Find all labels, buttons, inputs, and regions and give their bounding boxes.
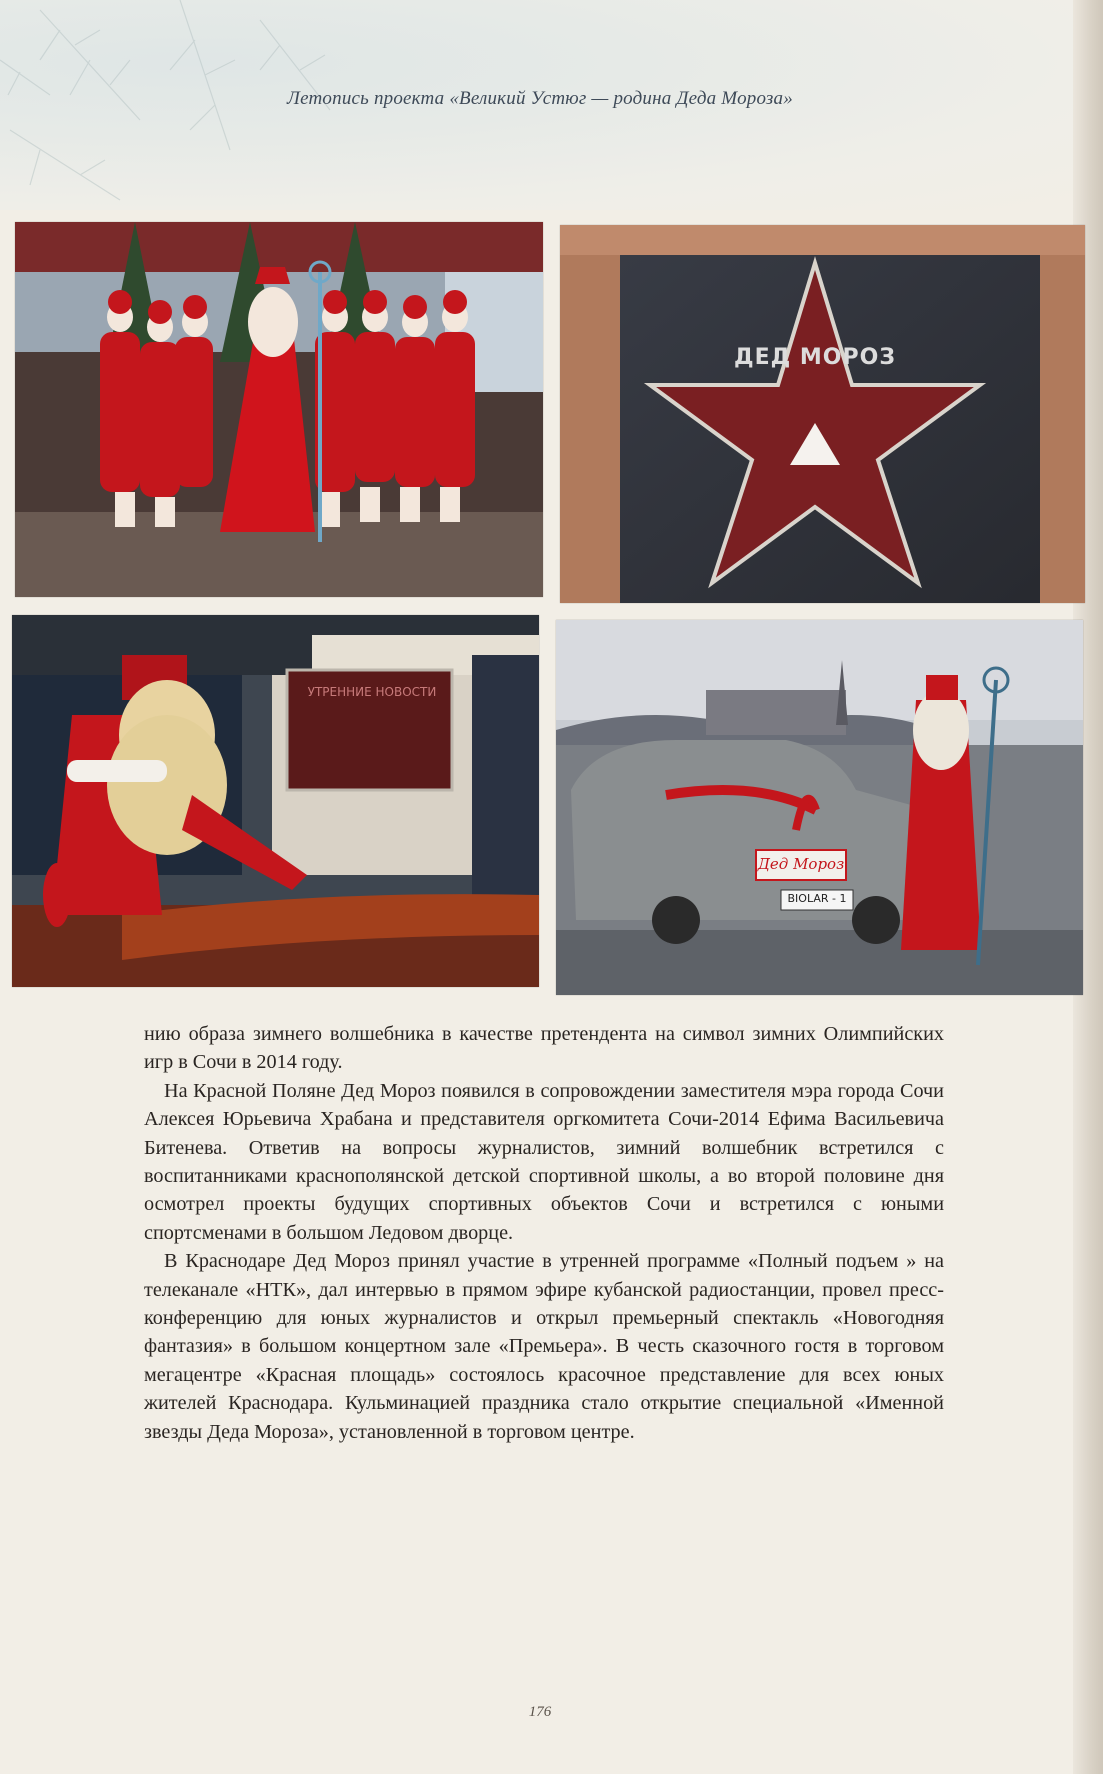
car-plate-text: BIOLAR - 1 — [787, 892, 847, 905]
star-plaque-text: ДЕД МОРОЗ — [734, 345, 896, 370]
paragraph-krasnaya-polyana: На Красной Поляне Дед Мороз появился в сопровождении заместителя мэра города Сочи Алексея Юрьевича Храбана и представителя оргкомитета Сочи-2014 Ефима Васильевича Битенева. Ответив на вопросы журналистов, зимний волшебник встретился с воспитанниками краснополянской детской спортивной школы, а во второй половине дня осмотрел проекты будущих спортивных объектов Сочи и встретился с юными спортсменами в большом Ледовом дворце. — [144, 1079, 944, 1244]
paragraph-continuation: нию образа зимнего волшебника в качестве претендента на символ зимних Олимпийских игр в Сочи в 2014 году. — [144, 1023, 944, 1074]
car-sign-text: Дед Мороз — [757, 855, 845, 873]
running-head: Летопись проекта «Великий Устюг — родина Деда Мороза» — [287, 88, 793, 109]
studio-screen-text: УТРЕННИЕ НОВОСТИ — [307, 685, 437, 699]
page-number: 176 — [528, 1704, 552, 1720]
body-text — [144, 1020, 944, 1446]
photo-snow-maidens-group — [15, 222, 543, 597]
photo-vintage-car — [556, 620, 1083, 995]
paragraph-krasnodar: В Краснодаре Дед Мороз принял участие в утренней программе «Полный подъем » на телеканале «НТК», дал интервью в прямом эфире кубанской радиостанции, провел пресс-конференцию для юных журналистов и открыл премьерный спектакль «Новогодняя фантазия» в большом концертном зале «Премьера». В честь сказочного гостя в торговом мегацентре «Красная площадь» состоялось красочное представление для всех юных жителей Краснодара. Кульминацией праздника стало открытие специальной «Именной звезды Деда Мороза», установленной в торговом центре. — [144, 1250, 944, 1443]
photo-star-plaque — [560, 225, 1085, 603]
photo-tv-studio — [12, 615, 539, 987]
